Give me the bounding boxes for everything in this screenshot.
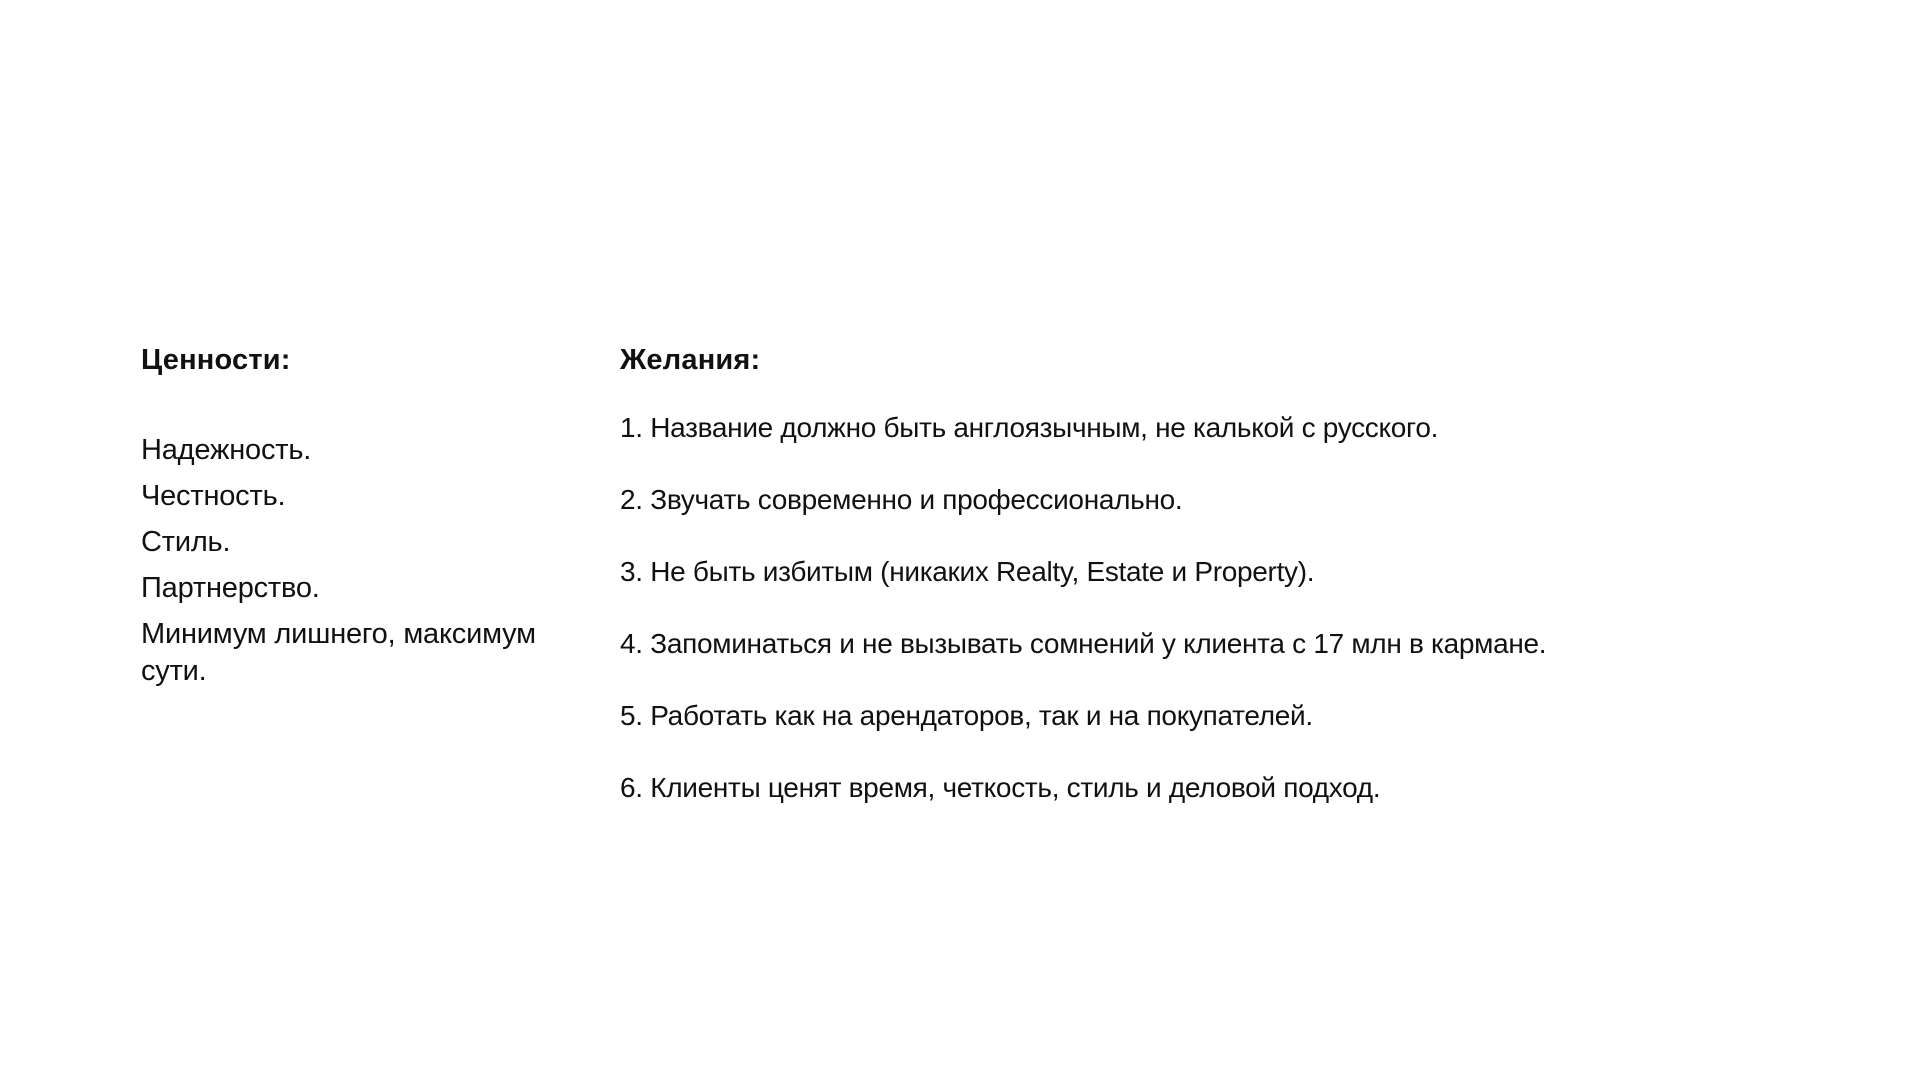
value-item: Надежность. — [141, 434, 312, 466]
wish-item: 1. Название должно быть англоязычным, не калькой с русского. — [620, 412, 1439, 443]
values-heading: Ценности: — [141, 344, 291, 376]
value-item: Стиль. — [141, 526, 231, 558]
wishes-heading: Желания: — [620, 344, 761, 376]
wish-item: 6. Клиенты ценят время, четкость, стиль и деловой подход. — [620, 772, 1381, 803]
wish-item: 4. Запоминаться и не вызывать сомнений у клиента с 17 млн в кармане. — [620, 628, 1547, 659]
wish-item: 5. Работать как на арендаторов, так и на покупателей. — [620, 700, 1313, 731]
values-list — [141, 432, 561, 690]
wishes-list — [620, 410, 1820, 806]
wish-item: 3. Не быть избитым (никаких Realty, Estate и Property). — [620, 556, 1315, 587]
value-item: Честность. — [141, 480, 286, 512]
wish-item: 2. Звучать современно и профессионально. — [620, 484, 1183, 515]
values-section — [141, 340, 561, 699]
value-item: Партнерство. — [141, 572, 320, 604]
wishes-section — [620, 340, 1820, 842]
value-item: Минимум лишнего, максимум сути. — [141, 618, 536, 687]
